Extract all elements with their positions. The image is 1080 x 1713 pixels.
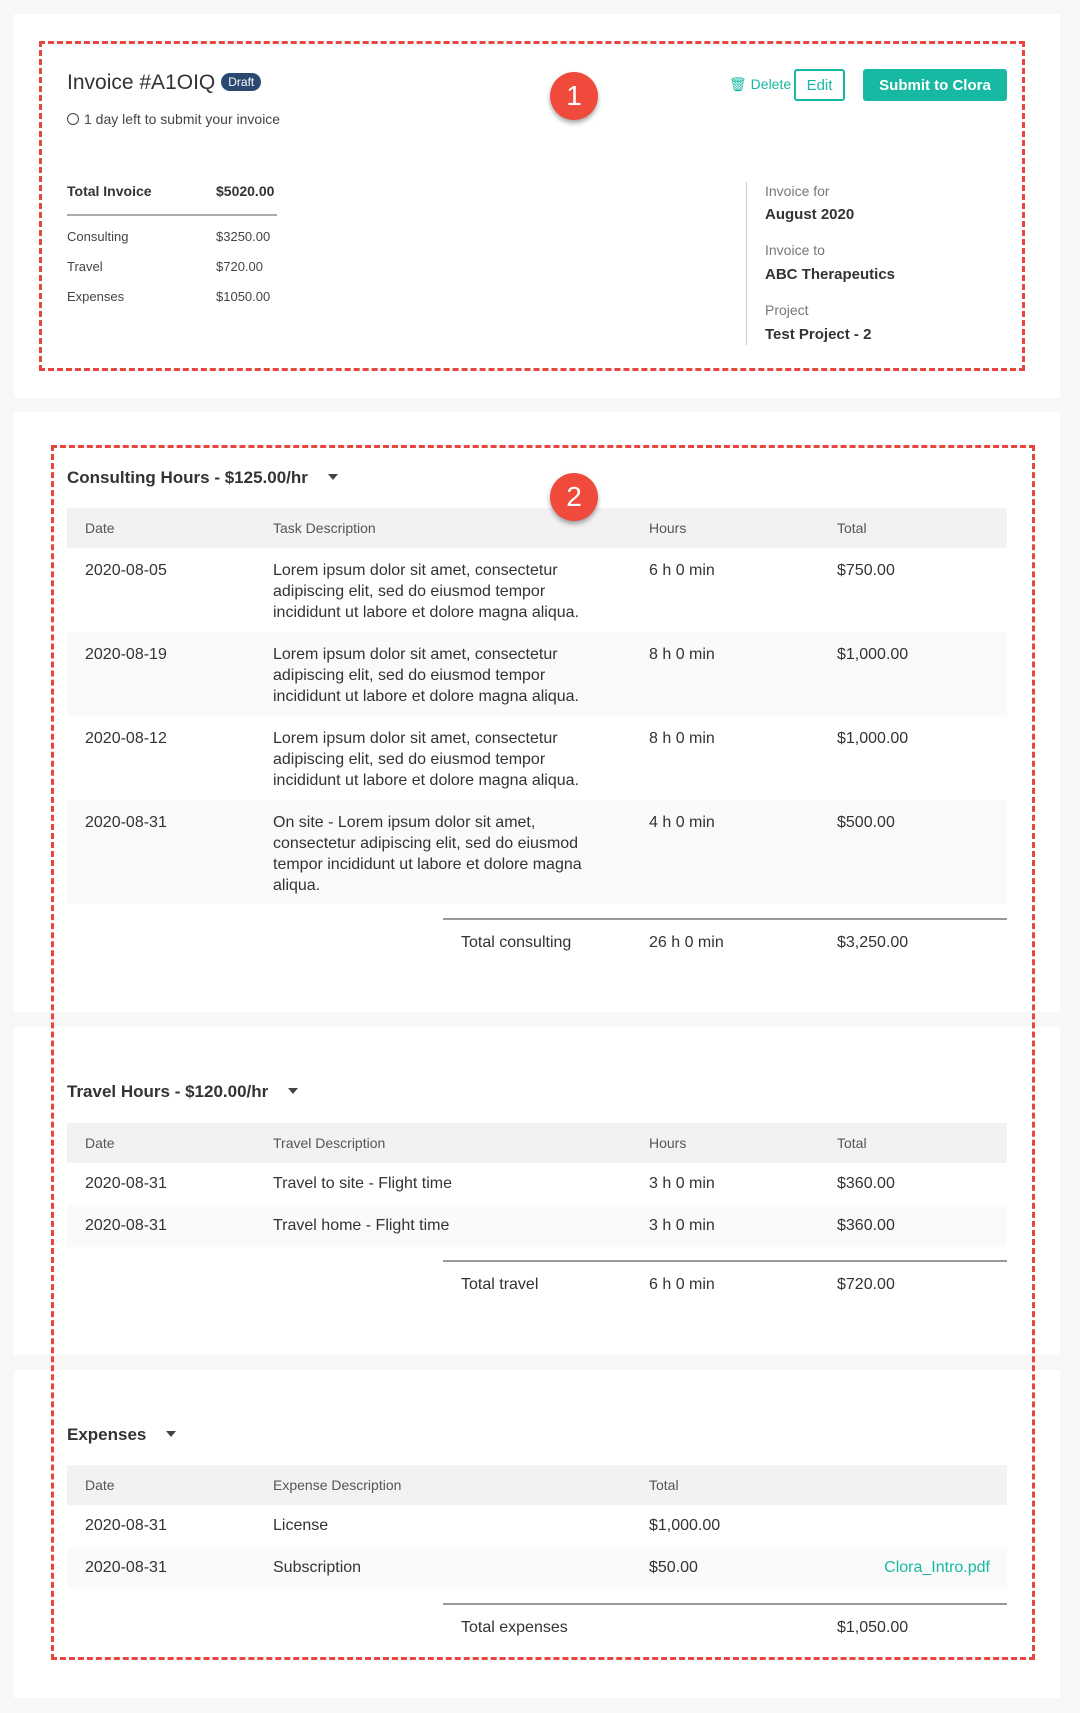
summary-travel-label: Travel xyxy=(67,259,103,274)
delete-label: Delete xyxy=(750,76,792,92)
col-date: Date xyxy=(85,1477,115,1493)
table-row xyxy=(67,1163,1007,1205)
row-description: Lorem ipsum dolor sit amet, consectetur adipiscing elit, sed do eiusmod tempor incididunt ut labore et dolore magna aliqua. xyxy=(273,730,579,789)
row-total: $50.00 xyxy=(649,1559,698,1576)
consulting-heading-text: Consulting Hours - $125.00/hr xyxy=(67,468,308,487)
col-total: Total xyxy=(837,1135,867,1151)
table-header xyxy=(67,508,1007,548)
col-hours: Hours xyxy=(649,520,687,536)
delete-button[interactable] xyxy=(729,76,791,93)
travel-total-row xyxy=(443,1260,1007,1304)
total-amount: $3,250.00 xyxy=(837,934,909,951)
travel-table xyxy=(67,1123,1007,1247)
expenses-table xyxy=(67,1465,1007,1589)
travel-heading-text: Travel Hours - $120.00/hr xyxy=(67,1082,269,1101)
col-description: Travel Description xyxy=(273,1135,386,1151)
deadline-notice xyxy=(67,111,280,127)
table-row xyxy=(67,1505,1007,1547)
summary-expenses-label: Expenses xyxy=(67,289,125,304)
col-total: Total xyxy=(837,520,867,536)
row-hours: 3 h 0 min xyxy=(649,1217,715,1234)
row-hours: 3 h 0 min xyxy=(649,1175,715,1192)
invoice-to-value: ABC Therapeutics xyxy=(765,266,896,283)
row-date: 2020-08-31 xyxy=(85,1175,167,1192)
chevron-down-icon[interactable] xyxy=(288,1088,298,1094)
consulting-table xyxy=(67,508,1007,904)
row-date: 2020-08-31 xyxy=(85,1217,167,1234)
col-date: Date xyxy=(85,520,115,536)
row-date: 2020-08-31 xyxy=(85,1517,167,1534)
meta-divider xyxy=(746,182,747,345)
row-description: Lorem ipsum dolor sit amet, consectetur adipiscing elit, sed do eiusmod tempor incididunt ut labore et dolore magna aliqua. xyxy=(273,646,579,705)
expenses-total-row xyxy=(443,1603,1007,1647)
invoice-for-value: August 2020 xyxy=(765,206,855,223)
total-amount: $720.00 xyxy=(837,1276,895,1293)
total-label: Total expenses xyxy=(461,1619,568,1636)
project-label: Project xyxy=(765,302,809,318)
summary-divider xyxy=(67,214,277,216)
summary-travel-value: $720.00 xyxy=(216,259,263,274)
submit-button[interactable]: Submit to Clora xyxy=(863,69,1007,101)
table-row xyxy=(67,548,1007,632)
row-description: Travel to site - Flight time xyxy=(273,1175,453,1192)
row-hours: 4 h 0 min xyxy=(649,814,715,831)
table-header xyxy=(67,1123,1007,1163)
row-hours: 8 h 0 min xyxy=(649,730,715,747)
total-amount: $1,050.00 xyxy=(837,1619,909,1636)
row-hours: 8 h 0 min xyxy=(649,646,715,663)
edit-button[interactable]: Edit xyxy=(794,69,845,101)
row-date: 2020-08-31 xyxy=(85,814,167,831)
status-badge: Draft xyxy=(221,73,261,91)
table-row xyxy=(67,632,1007,716)
row-description: On site - Lorem ipsum dolor sit amet, consectetur adipiscing elit, sed do eiusmod tempor incididunt ut labore et dolore magna aliqua. xyxy=(273,814,582,894)
chevron-down-icon[interactable] xyxy=(166,1431,176,1437)
row-total: $500.00 xyxy=(837,814,895,831)
row-description: Travel home - Flight time xyxy=(273,1217,450,1234)
row-description: Subscription xyxy=(273,1559,362,1576)
col-description: Expense Description xyxy=(273,1477,402,1493)
travel-heading[interactable] xyxy=(67,1082,298,1102)
total-invoice-label: Total Invoice xyxy=(67,183,152,199)
row-hours: 6 h 0 min xyxy=(649,562,715,579)
deadline-text: 1 day left to submit your invoice xyxy=(84,111,281,127)
total-invoice-value: $5020.00 xyxy=(216,183,275,199)
trash-icon: 🗑 xyxy=(729,76,747,92)
summary-consulting-label: Consulting xyxy=(67,229,129,244)
consulting-heading[interactable] xyxy=(67,468,338,488)
invoice-for-label: Invoice for xyxy=(765,183,830,199)
row-description: License xyxy=(273,1517,329,1534)
expenses-heading[interactable] xyxy=(67,1425,176,1445)
row-total: $750.00 xyxy=(837,562,895,579)
row-date: 2020-08-31 xyxy=(85,1559,167,1576)
table-row xyxy=(67,1205,1007,1247)
table-header xyxy=(67,1465,1007,1505)
marker-1: 1 xyxy=(550,72,598,120)
clock-icon xyxy=(67,113,79,125)
expenses-heading-text: Expenses xyxy=(67,1425,147,1444)
table-row xyxy=(67,1547,1007,1589)
row-total: $360.00 xyxy=(837,1175,895,1192)
summary-expenses-value: $1050.00 xyxy=(216,289,271,304)
row-description: Lorem ipsum dolor sit amet, consectetur adipiscing elit, sed do eiusmod tempor incididunt ut labore et dolore magna aliqua. xyxy=(273,562,579,621)
summary-consulting-value: $3250.00 xyxy=(216,229,271,244)
total-hours: 26 h 0 min xyxy=(649,934,724,951)
attachment-link[interactable]: Clora_Intro.pdf xyxy=(884,1559,990,1576)
row-total: $360.00 xyxy=(837,1217,895,1234)
row-date: 2020-08-19 xyxy=(85,646,167,663)
total-label: Total travel xyxy=(461,1276,539,1293)
row-total: $1,000.00 xyxy=(837,730,909,747)
row-total: $1,000.00 xyxy=(649,1517,721,1534)
table-row xyxy=(67,716,1007,800)
row-date: 2020-08-12 xyxy=(85,730,167,747)
consulting-total-row xyxy=(443,918,1007,962)
table-row xyxy=(67,800,1007,904)
chevron-down-icon[interactable] xyxy=(328,474,338,480)
invoice-to-label: Invoice to xyxy=(765,242,825,258)
col-description: Task Description xyxy=(273,520,376,536)
row-date: 2020-08-05 xyxy=(85,562,167,579)
total-hours: 6 h 0 min xyxy=(649,1276,715,1293)
project-value: Test Project - 2 xyxy=(765,326,872,343)
marker-2: 2 xyxy=(550,473,598,521)
invoice-title-row xyxy=(67,71,261,95)
total-label: Total consulting xyxy=(461,934,572,951)
col-total: Total xyxy=(649,1477,679,1493)
col-hours: Hours xyxy=(649,1135,687,1151)
row-total: $1,000.00 xyxy=(837,646,909,663)
col-date: Date xyxy=(85,1135,115,1151)
invoice-title: Invoice #A1OIQ xyxy=(67,71,216,94)
